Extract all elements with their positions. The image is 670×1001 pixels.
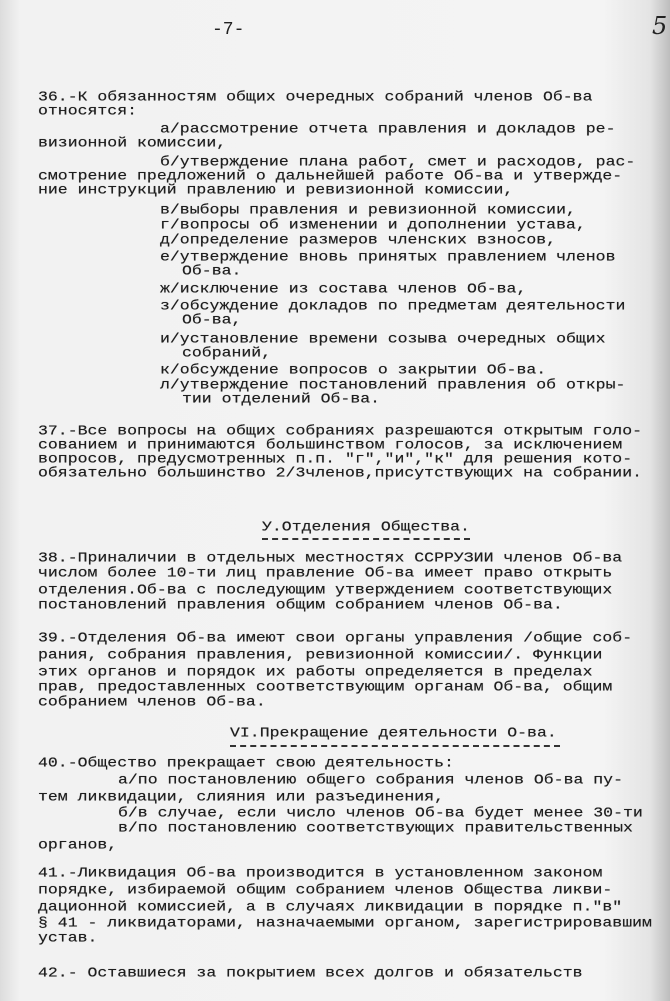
section-heading: VI.Прекращение деятельности О-ва.: [230, 724, 557, 741]
text-line: сованием и принимаются большинством голосов, за исключением: [38, 436, 623, 453]
text-line: Об-ва.: [182, 262, 242, 279]
text-line: обязательно большинство 2/3членов,присутствующих на собрании.: [38, 464, 642, 481]
text-line: Об-ва,: [182, 311, 242, 328]
text-line: органов,: [38, 836, 118, 853]
page-number: -7-: [212, 20, 245, 40]
text-line: б/в случае, если число членов Об-ва будет менее 30-ти: [118, 804, 643, 821]
text-line: в/по постановлению соответствующих правительственных: [118, 819, 633, 836]
handwritten-sheet-number: 5: [652, 12, 668, 40]
text-line: тем ликвидации, слияния или разъединения,: [38, 788, 444, 805]
text-line: дационной комиссией, а в случаях ликвидации в порядке п."в": [38, 898, 623, 915]
text-line: § 41 - ликвидаторами, назначаемыми органом, зарегистрировавшим: [38, 914, 652, 931]
text-line: ж/исключение из состава членов Об-ва,: [160, 280, 527, 297]
text-line: 40.-Общество прекращает свою деятельность:: [38, 754, 454, 771]
text-line: прав, предоставленных соответствующим органам Об-ва, общим: [38, 678, 613, 695]
text-line: рания, собрания правления, ревизионной комиссии/. Функции: [38, 646, 603, 663]
heading-underline: [230, 745, 560, 747]
text-line: а/рассмотрение отчета правления и докладов ре-: [160, 120, 616, 137]
text-line: отделения.Об-ва с последующим утверждением соответствующих: [38, 581, 613, 598]
text-line: з/обсуждение докладов по предметам деятельности: [160, 297, 626, 314]
text-line: 37.-Все вопросы на общих собраниях разрешаются открытым голо-: [38, 422, 642, 439]
heading-underline: [262, 538, 470, 540]
text-line: вопросов, предусмотренных п.п. "г","и","к" для решения кото-: [38, 450, 633, 467]
text-line: б/утверждение плана работ, смет и расходов, рас-: [160, 153, 636, 170]
text-line: постановлений правления общим собранием членов Об-ва.: [38, 596, 563, 613]
text-line: тии отделений Об-ва.: [182, 390, 381, 407]
text-line: 36.-К обязанностям общих очередных собраний членов Об-ва: [38, 88, 593, 105]
text-line: 42.- Оставшиеся за покрытием всех долгов и обязательств: [38, 964, 583, 981]
text-line: собранием членов Об-ва.: [38, 693, 266, 710]
text-line: визионной комиссии,: [38, 134, 227, 151]
text-line: г/вопросы об изменении и дополнении устава,: [160, 216, 586, 233]
text-line: в/выборы правления и ревизионной комиссии,: [160, 201, 576, 218]
text-line: устав.: [38, 929, 98, 946]
text-line: е/утверждение вновь принятых правлением членов: [160, 248, 616, 265]
text-line: 41.-Ликвидация Об-ва производится в установленном законом: [38, 864, 603, 881]
section-heading: У.Отделения Общества.: [262, 518, 470, 535]
text-line: порядке, избираемой общим собранием членов Общества ликви-: [38, 881, 613, 898]
text-line: числом более 10-ти лиц правление Об-ва имеет право открыть: [38, 564, 613, 581]
text-line: и/установление времени созыва очередных общих: [160, 330, 606, 347]
text-line: ние инструкций правлению и ревизионной комиссии,: [38, 181, 514, 198]
text-line: 39.-Отделения Об-ва имеют свои органы управления /общие соб-: [38, 629, 633, 646]
text-line: 38.-Приналичии в отдельных местностях ССРРУЗИИ членов Об-ва: [38, 549, 623, 566]
text-line: д/определение размеров членских взносов,: [160, 231, 557, 248]
text-line: к/обсуждение вопросов о закрытии Об-ва.: [160, 361, 547, 378]
text-line: этих органов и порядок их работы определяется в пределах: [38, 663, 593, 680]
text-line: относятся:: [38, 102, 138, 119]
text-line: а/по постановлению общего собрания членов Об-ва пу-: [118, 771, 623, 788]
text-line: смотрение предложений о дальнейшей работе Об-ва и утвержде-: [38, 167, 623, 184]
text-line: собраний,: [182, 344, 272, 361]
text-line: л/утверждение постановлений правления об откры-: [160, 376, 626, 393]
